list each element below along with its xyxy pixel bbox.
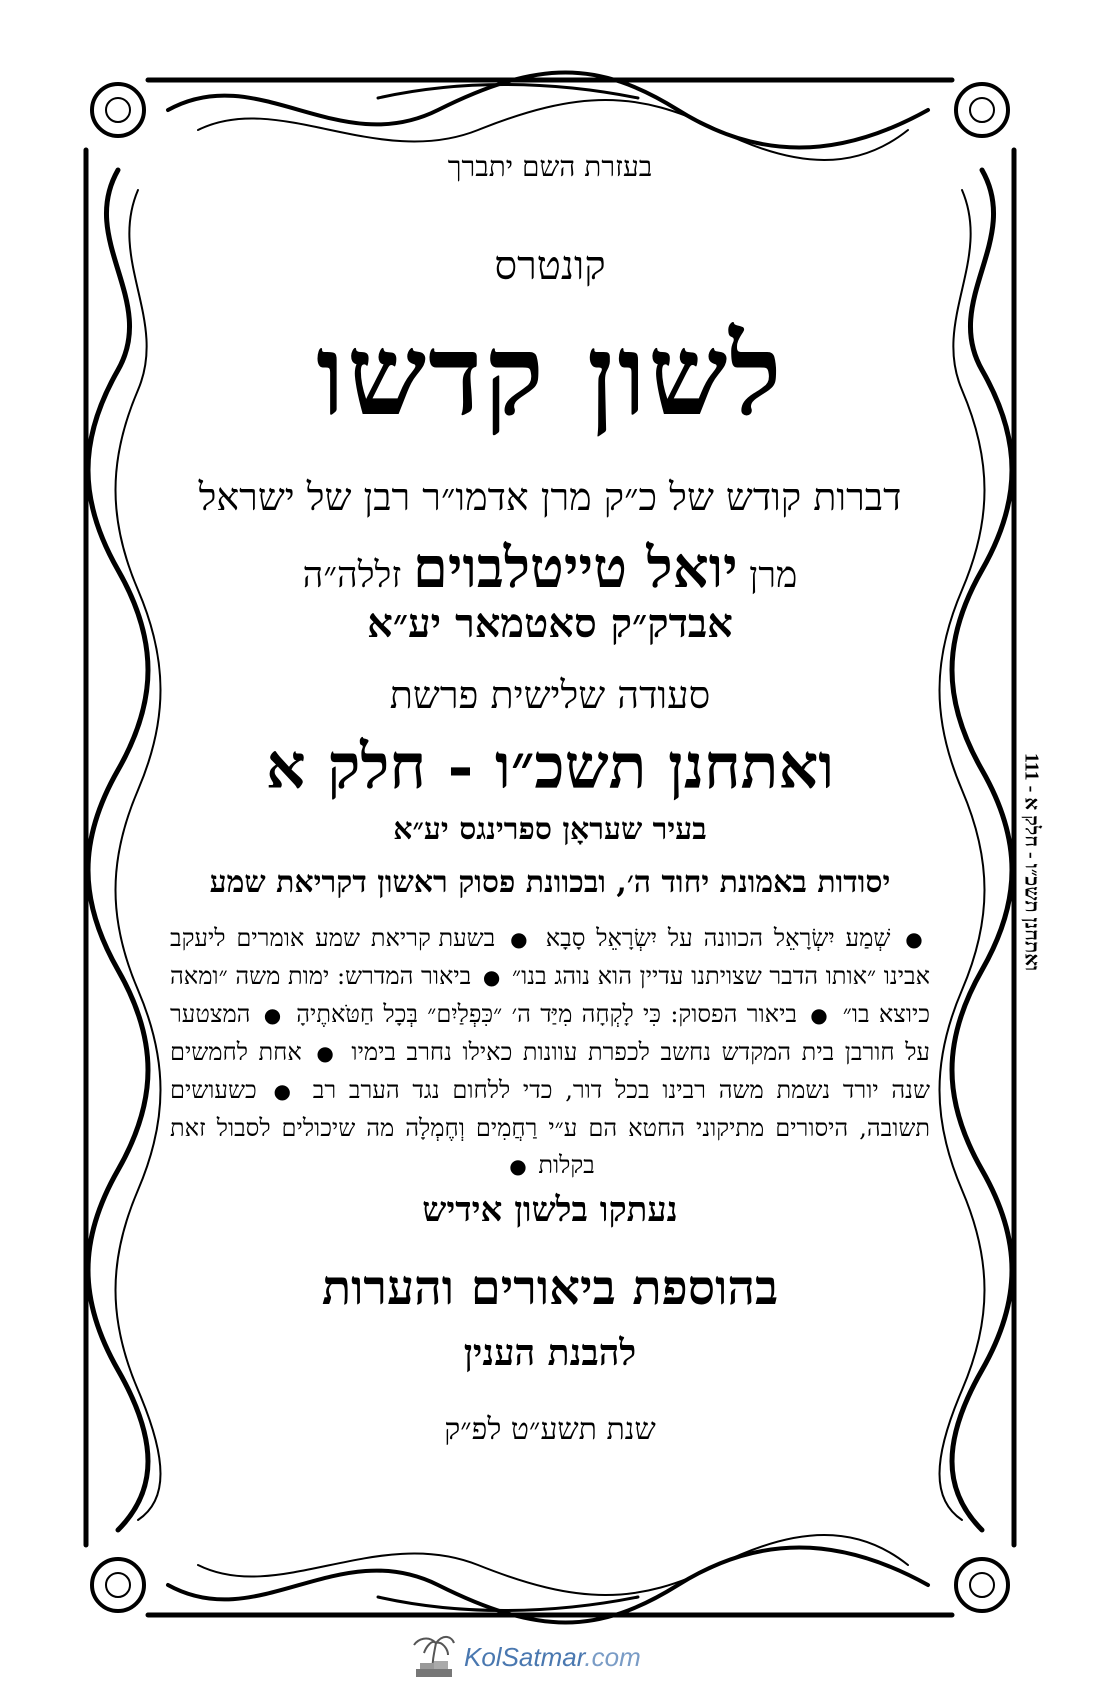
yesodot-heading: יסודות באמונת יחוד ה׳, ובכוונת פסוק ראשון דקריאת שמע: [209, 865, 891, 900]
place-line: בעיר שעראָן ספרינגס יע״א: [393, 812, 707, 847]
translated-line: נעתקו בלשון אידיש: [422, 1190, 678, 1230]
summary-item: אחת לחמשים שנה יורד נשמת משה רבינו בכל דור, כדי ללחום נגד הערב רב: [170, 1038, 930, 1104]
understanding-line: להבנת הענין: [463, 1332, 637, 1374]
bullet: ●: [273, 1079, 297, 1103]
summary-item: ביאור המדרש: ימות משה ״ומאה כיוצא בו״: [170, 962, 930, 1028]
summary-paragraph: [170, 920, 930, 1185]
bullet: ●: [905, 927, 926, 951]
side-label: ואתחנן תשכ״ו - חלק א - 111: [1020, 752, 1042, 972]
kolsatmar-logo[interactable]: [410, 1632, 641, 1682]
bullet: ●: [263, 1003, 283, 1027]
derashot-line: דברות קודש של כ״ק מרן אדמו״ר רבן של ישראל: [198, 475, 902, 519]
rebbe-name-line: [170, 535, 930, 601]
logo-name: KolSatmar: [464, 1641, 585, 1672]
parsha-title: ואתחנן תשכ״ו - חלק א: [265, 730, 835, 803]
bullet: ●: [810, 1003, 830, 1027]
bullet: ●: [509, 1154, 527, 1178]
name-prefix: מרן: [749, 555, 798, 596]
rebbe-name: יואל טייטלבוים: [412, 535, 738, 601]
bullet: ●: [510, 927, 531, 951]
year-line: שנת תשע״ט לפ״ק: [444, 1412, 656, 1447]
logo-domain: .com: [584, 1641, 641, 1672]
name-suffix: זללה״ה: [302, 555, 402, 596]
title-page: [170, 150, 930, 1520]
seuda-line: סעודה שלישית פרשת: [389, 673, 711, 717]
kuntres-label: קונטרס: [494, 243, 606, 289]
b-ezrat-hashem: בעזרת השם יתברך: [447, 150, 653, 183]
bullet: ●: [316, 1041, 337, 1065]
summary-item: ביאור הפסוק: כִּי לָקְחָה מִיַּד ה׳ ״כִּפְלַיִם״ בְּכָל חַטֹּאתֶיהָ: [296, 1000, 797, 1028]
bullet: ●: [482, 965, 501, 989]
summary-item: שְׁמַע יִשְׂרָאֵל הכוונה על יִשְׂרָאֵל סָבָא: [545, 924, 891, 952]
palm-tree-icon: [410, 1631, 456, 1683]
book-title: לשון קדשו: [316, 310, 784, 441]
additions-line: בהוספת ביאורים והערות: [321, 1260, 779, 1316]
logo-text: [464, 1642, 641, 1673]
av-beit-din: אבדק״ק סאטמאר יע״א: [367, 600, 733, 647]
summary-item: המצטער על חורבן בית המקדש נחשב לכפרת עוונות כאילו נחרב בימיו: [170, 1000, 930, 1066]
summary-item: בשעת קריאת שמע אומרים ליעקב אבינו ״אותו הדבר שצויתנו עדיין הוא נוהג בנו״: [170, 924, 930, 990]
summary-item: כשעושים תשובה, היסורים מתיקוני החטא הם ע״י רַחֲמִים וְחֶמְלָה מה שיכולים לסבול זאת בקלות: [170, 1076, 930, 1179]
